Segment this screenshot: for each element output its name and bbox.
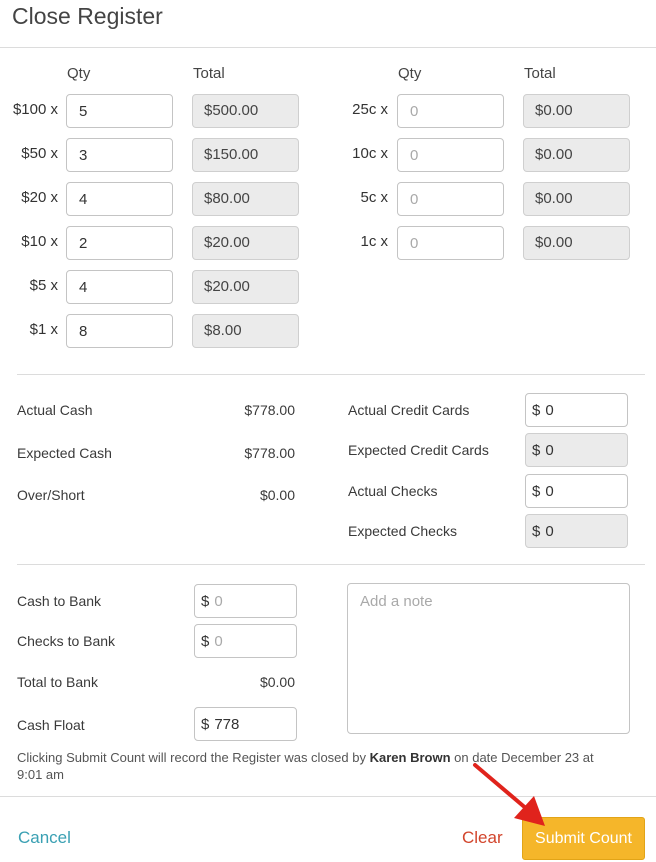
actual-cash-label: Actual Cash — [17, 402, 93, 418]
bill-100-total: $500.00 — [192, 94, 299, 128]
expected-checks-currency: $ — [532, 522, 541, 540]
expected-credit-label: Expected Credit Cards — [348, 442, 489, 458]
bill-50-qty-input[interactable] — [66, 138, 173, 172]
bill-5-qty-input[interactable] — [66, 270, 173, 304]
coin-1c-qty-input[interactable] — [397, 226, 504, 260]
over-short-label: Over/Short — [17, 487, 85, 503]
cancel-button[interactable]: Cancel — [18, 828, 71, 847]
cash-to-bank-currency: $ — [201, 592, 210, 610]
actual-checks-currency: $ — [532, 482, 541, 500]
coin-5c-qty-input[interactable] — [397, 182, 504, 216]
actual-checks-field[interactable] — [525, 474, 628, 508]
coin-10c-qty-input[interactable] — [397, 138, 504, 172]
bill-1-qty-input[interactable] — [66, 314, 173, 348]
coins-qty-header: Qty — [398, 65, 422, 82]
submit-info-user: Karen Brown — [369, 750, 451, 765]
actual-credit-label: Actual Credit Cards — [348, 402, 470, 418]
expected-checks-field — [525, 514, 628, 548]
expected-credit-field — [525, 433, 628, 467]
expected-checks-value: 0 — [545, 522, 554, 540]
actual-checks-label: Actual Checks — [348, 483, 438, 499]
cash-float-label: Cash Float — [17, 717, 85, 733]
actual-credit-currency: $ — [532, 401, 541, 419]
coin-5c-total: $0.00 — [523, 182, 630, 216]
checks-to-bank-field[interactable] — [194, 624, 297, 658]
expected-cash-value: $778.00 — [244, 445, 295, 461]
bill-20-label: $20 x — [21, 189, 58, 206]
submit-info-suffix: on date December 23 at 9:01 am — [17, 750, 594, 782]
cash-float-currency: $ — [201, 715, 210, 733]
coin-25c-total: $0.00 — [523, 94, 630, 128]
bill-1-label: $1 x — [29, 321, 58, 338]
cash-float-input[interactable] — [214, 716, 290, 733]
checks-to-bank-label: Checks to Bank — [17, 633, 116, 649]
total-to-bank-label: Total to Bank — [17, 674, 98, 690]
cash-to-bank-field[interactable] — [194, 584, 297, 618]
coin-5c-label: 5c x — [360, 189, 388, 206]
checks-to-bank-currency: $ — [201, 632, 210, 650]
expected-credit-currency: $ — [532, 441, 541, 459]
cash-float-field[interactable] — [194, 707, 297, 741]
coin-25c-qty-input[interactable] — [397, 94, 504, 128]
expected-credit-value: 0 — [545, 441, 554, 459]
coins-total-header: Total — [524, 65, 556, 82]
summary-divider — [17, 564, 645, 565]
submit-info-prefix: Clicking Submit Count will record the Register was closed by — [17, 750, 366, 765]
actual-cash-value: $778.00 — [244, 402, 295, 418]
dialog-title: Close Register — [12, 3, 163, 29]
expected-checks-label: Expected Checks — [348, 523, 457, 539]
actual-credit-input[interactable] — [545, 402, 621, 419]
bill-5-label: $5 x — [29, 277, 58, 294]
cash-to-bank-input[interactable] — [214, 593, 290, 610]
actual-credit-field[interactable] — [525, 393, 628, 427]
title-divider — [0, 47, 656, 48]
bill-1-total: $8.00 — [192, 314, 299, 348]
count-divider — [17, 374, 645, 375]
coin-1c-total: $0.00 — [523, 226, 630, 260]
coin-1c-label: 1c x — [360, 233, 388, 250]
red-arrow-icon — [470, 760, 555, 835]
total-to-bank-value: $0.00 — [259, 674, 295, 690]
note-textarea[interactable] — [347, 583, 630, 734]
coin-25c-label: 25c x — [352, 101, 388, 118]
bill-10-total: $20.00 — [192, 226, 299, 260]
over-short-value: $0.00 — [259, 487, 295, 503]
clear-button[interactable]: Clear — [462, 828, 503, 847]
bill-5-total: $20.00 — [192, 270, 299, 304]
coin-10c-total: $0.00 — [523, 138, 630, 172]
expected-cash-label: Expected Cash — [17, 445, 112, 461]
cash-to-bank-label: Cash to Bank — [17, 593, 102, 609]
bill-50-label: $50 x — [21, 145, 58, 162]
bill-10-qty-input[interactable] — [66, 226, 173, 260]
bill-100-qty-input[interactable] — [66, 94, 173, 128]
checks-to-bank-input[interactable] — [214, 633, 290, 650]
footer-divider — [0, 796, 656, 797]
coin-10c-label: 10c x — [352, 145, 388, 162]
submit-count-button[interactable]: Submit Count — [522, 817, 645, 860]
bill-50-total: $150.00 — [192, 138, 299, 172]
actual-checks-input[interactable] — [545, 483, 621, 500]
bills-qty-header: Qty — [67, 65, 91, 82]
bill-20-total: $80.00 — [192, 182, 299, 216]
bill-20-qty-input[interactable] — [66, 182, 173, 216]
bill-100-label: $100 x — [12, 101, 58, 118]
bills-total-header: Total — [193, 65, 225, 82]
bill-10-label: $10 x — [21, 233, 58, 250]
